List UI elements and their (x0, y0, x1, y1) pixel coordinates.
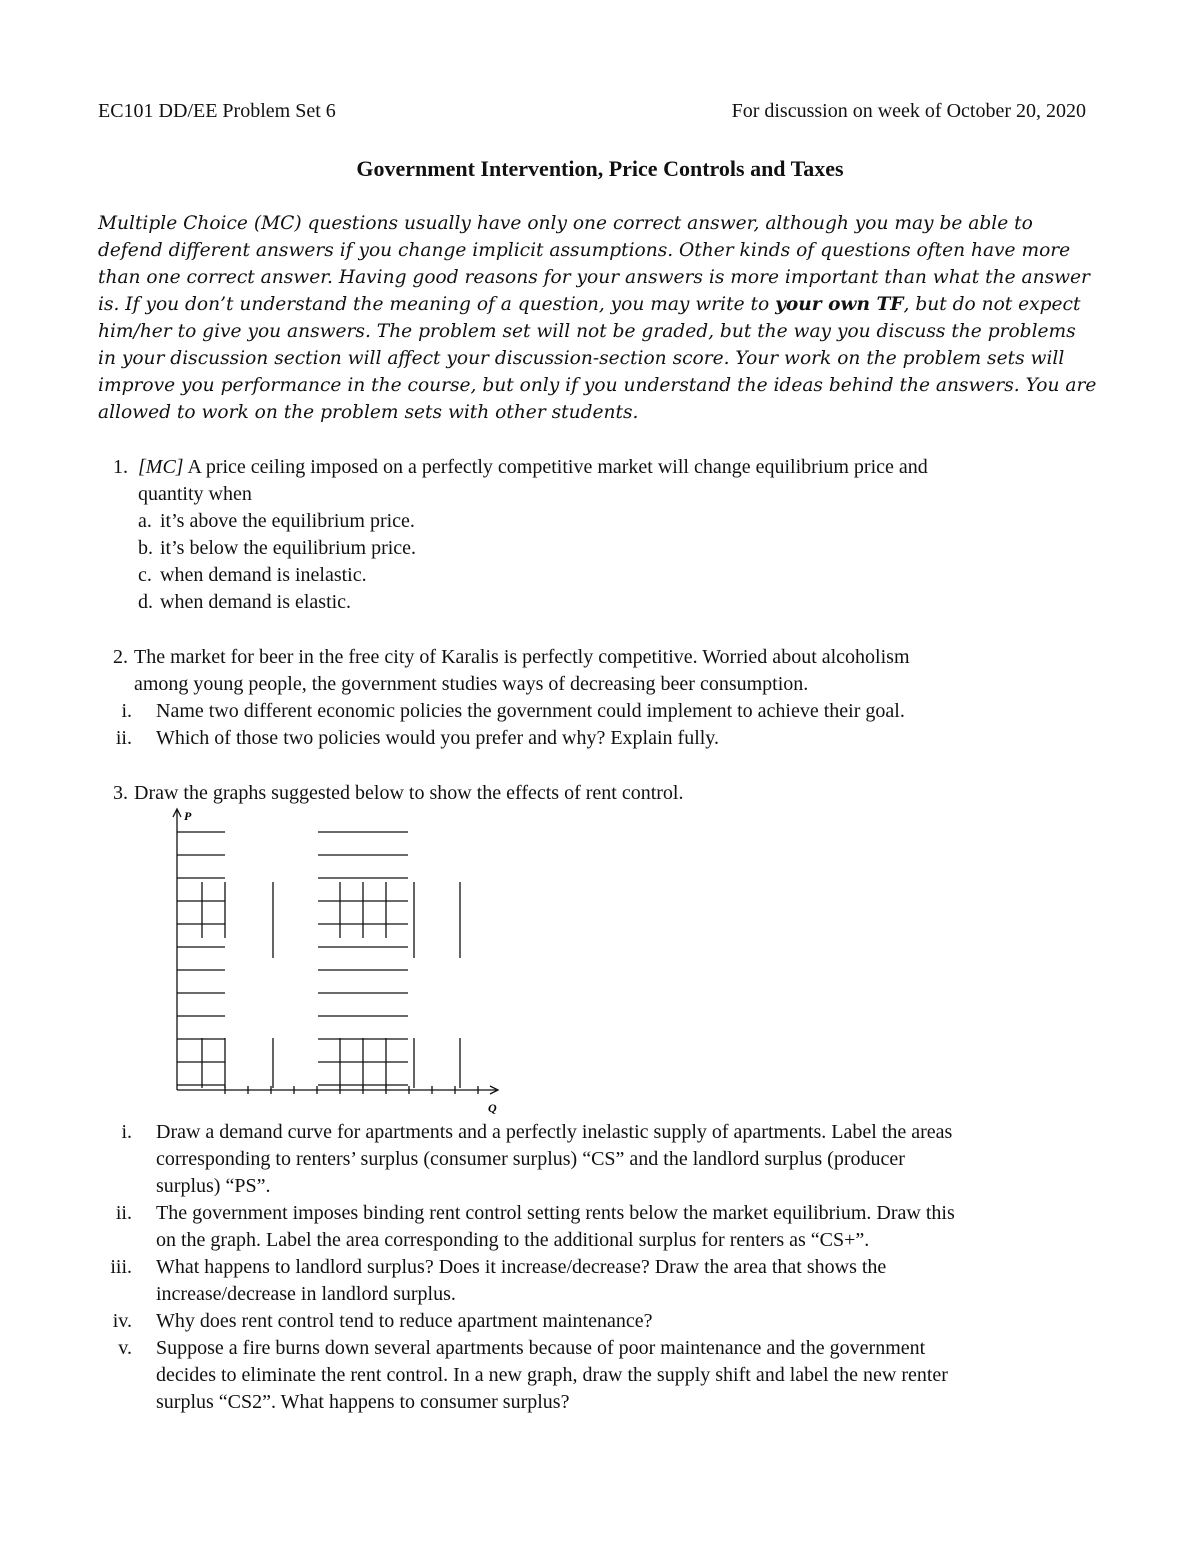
question-text-cont: quantity when (138, 483, 252, 505)
question-number: 1. (113, 456, 128, 478)
quantity-axis-label: Q (488, 1101, 497, 1115)
price-axis-label: P (184, 809, 192, 823)
instructions-paragraph (98, 210, 1098, 426)
part-ii-line-1: The government imposes binding rent control setting rents below the market equilibrium. Draw this (156, 1202, 955, 1224)
option-a-text: it’s above the equilibrium price. (160, 510, 415, 532)
question-text-cont: among young people, the government studies ways of decreasing beer consumption. (134, 673, 809, 695)
mc-tag: [MC] (138, 456, 184, 478)
question-2 (98, 644, 1108, 752)
part-ii-text: Which of those two policies would you prefer and why? Explain fully. (156, 727, 720, 749)
part-ii-line-2: on the graph. Label the area corresponding to the additional surplus for renters as “CS+”. (156, 1229, 870, 1251)
part-iv-label: iv. (112, 1310, 132, 1332)
price-axis-ticks (177, 832, 225, 1085)
part-i-label: i. (121, 700, 132, 722)
part-i-line-1: Draw a demand curve for apartments and a perfectly inelastic supply of apartments. Label the areas (156, 1121, 953, 1143)
question-number: 3. (113, 782, 128, 804)
option-b-label: b. (138, 537, 153, 559)
part-v-line-1: Suppose a fire burns down several apartments because of poor maintenance and the government (156, 1337, 926, 1359)
part-ii-label: ii. (115, 1202, 132, 1224)
part-iv-line-1: Why does rent control tend to reduce apartment maintenance? (156, 1310, 653, 1332)
instructions-text-2: , but do not expect him/her to give you answers. The problem set will not be graded, but the way you discuss the problems in your discussion section will affect your discussion-section score. Your work on the problem sets will improve you performance in the course, but only if you understand the ideas behind the answers. You are allowed to work on the problem sets with other students. (98, 294, 1097, 423)
part-i-line-2: corresponding to renters’ surplus (consumer surplus) “CS” and the landlord surplus (producer (156, 1148, 905, 1170)
part-i-label: i. (121, 1121, 132, 1143)
question-text: The market for beer in the free city of Karalis is perfectly competitive. Worried about alcoholism (134, 646, 910, 668)
question-3-parts (98, 1119, 1108, 1416)
part-v-label: v. (118, 1337, 132, 1359)
part-i-text: Name two different economic policies the government could implement to achieve their goal. (156, 700, 905, 722)
rent-control-graph (160, 800, 520, 1120)
part-v-line-3: surplus “CS2”. What happens to consumer surplus? (156, 1391, 570, 1413)
option-d-text: when demand is elastic. (160, 591, 352, 613)
option-a-label: a. (138, 510, 152, 532)
page-title: Government Intervention, Price Controls and Taxes (356, 156, 844, 181)
part-v-line-2: decides to eliminate the rent control. In a new graph, draw the supply shift and label the new renter (156, 1364, 948, 1386)
part-iii-line-2: increase/decrease in landlord surplus. (156, 1283, 456, 1305)
tf-emphasis: your own TF (775, 294, 904, 315)
grid-block-left (202, 882, 273, 1088)
question-number: 2. (113, 646, 128, 668)
question-text: A price ceiling imposed on a perfectly competitive market will change equilibrium price and (183, 456, 928, 478)
question-1 (98, 454, 1108, 616)
option-b-text: it’s below the equilibrium price. (160, 537, 417, 559)
option-c-label: c. (138, 564, 152, 586)
part-iii-label: iii. (110, 1256, 132, 1278)
grid-block-middle (318, 832, 460, 1088)
option-d-label: d. (138, 591, 153, 613)
question-text: Draw the graphs suggested below to show the effects of rent control. (134, 782, 684, 804)
part-i-line-3: surplus) “PS”. (156, 1175, 271, 1197)
discussion-date: For discussion on week of October 20, 2020 (731, 100, 1086, 122)
option-c-text: when demand is inelastic. (160, 564, 367, 586)
part-iii-line-1: What happens to landlord surplus? Does it increase/decrease? Draw the area that shows the (156, 1256, 887, 1278)
part-ii-label: ii. (115, 727, 132, 749)
course-header: EC101 DD/EE Problem Set 6 (98, 100, 336, 122)
instructions-text-1: Multiple Choice (MC) questions usually have only one correct answer, although you may be able to defend different answers if you change implicit assumptions. Other kinds of questions often have more than one correct answer. Having good reasons for your answers is more important than what the answer is. If you don’t understand the meaning of a question, you may write to (98, 213, 1090, 315)
